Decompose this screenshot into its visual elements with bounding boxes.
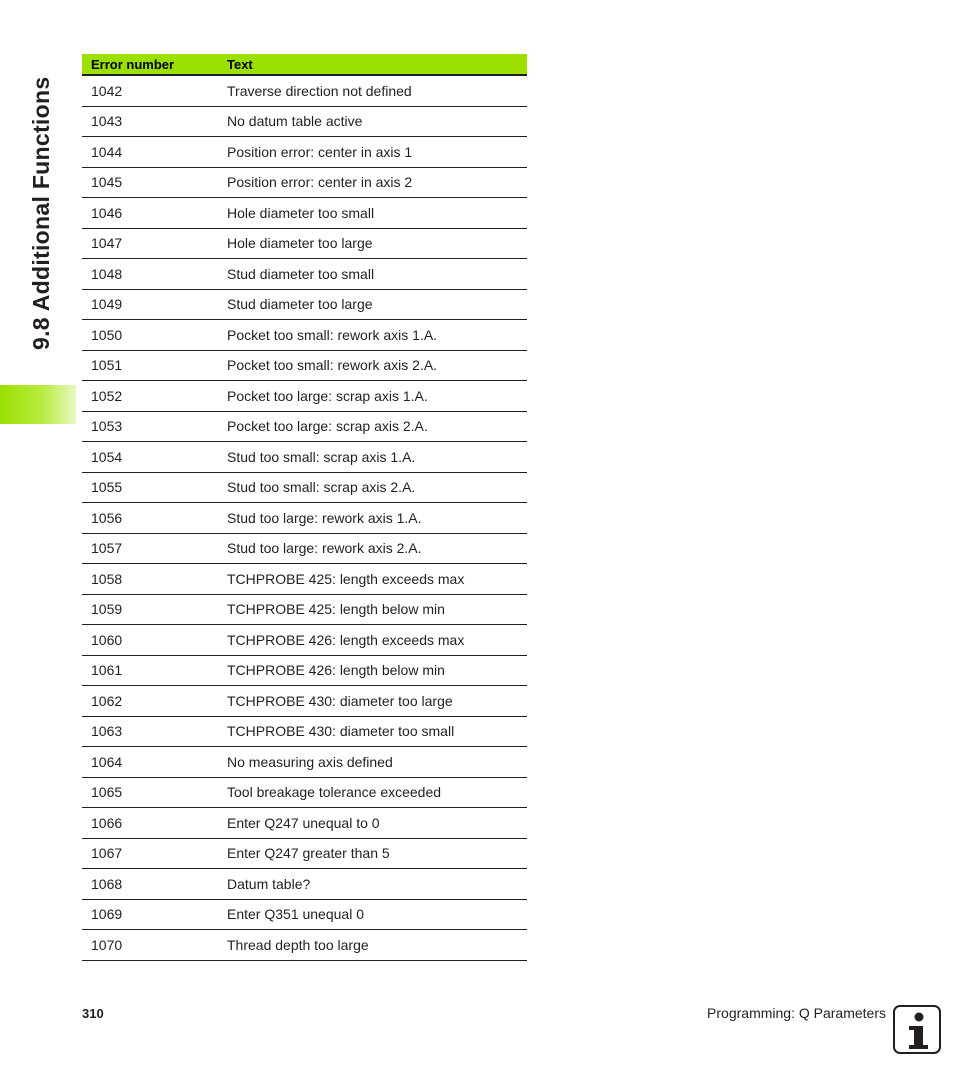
- table-row: [82, 777, 527, 808]
- error-table: [82, 54, 527, 961]
- error-number-cell: 1067: [82, 838, 218, 869]
- table-row: [82, 686, 527, 717]
- error-number-cell: 1070: [82, 930, 218, 961]
- error-text-cell: TCHPROBE 426: length below min: [218, 655, 527, 686]
- table-row: [82, 381, 527, 412]
- error-number-cell: 1044: [82, 137, 218, 168]
- section-title: 9.8 Additional Functions: [28, 76, 54, 350]
- error-number-cell: 1069: [82, 899, 218, 930]
- error-text-cell: No measuring axis defined: [218, 747, 527, 778]
- error-number-cell: 1050: [82, 320, 218, 351]
- error-number-cell: 1064: [82, 747, 218, 778]
- table-row: [82, 106, 527, 137]
- error-number-cell: 1062: [82, 686, 218, 717]
- table-row: [82, 747, 527, 778]
- error-number-cell: 1060: [82, 625, 218, 656]
- error-number-cell: 1057: [82, 533, 218, 564]
- table-row: [82, 259, 527, 290]
- error-text-cell: Hole diameter too small: [218, 198, 527, 229]
- table-row: [82, 808, 527, 839]
- table-row: [82, 411, 527, 442]
- error-text-cell: Position error: center in axis 2: [218, 167, 527, 198]
- error-number-cell: 1042: [82, 75, 218, 106]
- error-text-cell: Enter Q247 unequal to 0: [218, 808, 527, 839]
- column-header-error-number: Error number: [82, 54, 218, 75]
- error-number-cell: 1047: [82, 228, 218, 259]
- error-text-cell: TCHPROBE 426: length exceeds max: [218, 625, 527, 656]
- error-number-cell: 1065: [82, 777, 218, 808]
- error-text-cell: Pocket too large: scrap axis 2.A.: [218, 411, 527, 442]
- error-text-cell: TCHPROBE 430: diameter too large: [218, 686, 527, 717]
- table-row: [82, 564, 527, 595]
- error-text-cell: TCHPROBE 425: length below min: [218, 594, 527, 625]
- table-row: [82, 228, 527, 259]
- error-text-cell: Traverse direction not defined: [218, 75, 527, 106]
- error-text-cell: Thread depth too large: [218, 930, 527, 961]
- error-number-cell: 1053: [82, 411, 218, 442]
- error-text-cell: Stud diameter too small: [218, 259, 527, 290]
- error-text-cell: Enter Q247 greater than 5: [218, 838, 527, 869]
- table-row: [82, 472, 527, 503]
- error-text-cell: No datum table active: [218, 106, 527, 137]
- error-text-cell: Stud too large: rework axis 2.A.: [218, 533, 527, 564]
- error-number-cell: 1068: [82, 869, 218, 900]
- chapter-title: Programming: Q Parameters: [707, 1005, 886, 1021]
- error-number-cell: 1063: [82, 716, 218, 747]
- table-row: [82, 716, 527, 747]
- error-number-cell: 1055: [82, 472, 218, 503]
- info-icon: [893, 1005, 941, 1054]
- column-header-text: Text: [218, 54, 527, 75]
- error-number-cell: 1054: [82, 442, 218, 473]
- error-text-cell: Datum table?: [218, 869, 527, 900]
- table-row: [82, 442, 527, 473]
- error-text-cell: Hole diameter too large: [218, 228, 527, 259]
- table-row: [82, 533, 527, 564]
- table-row: [82, 838, 527, 869]
- info-glyph: [895, 1007, 939, 1052]
- error-number-cell: 1046: [82, 198, 218, 229]
- error-text-cell: Stud too small: scrap axis 2.A.: [218, 472, 527, 503]
- error-number-cell: 1061: [82, 655, 218, 686]
- error-number-cell: 1043: [82, 106, 218, 137]
- table-row: [82, 320, 527, 351]
- table-row: [82, 289, 527, 320]
- error-number-cell: 1059: [82, 594, 218, 625]
- error-number-cell: 1048: [82, 259, 218, 290]
- table-row: [82, 350, 527, 381]
- table-row: [82, 75, 527, 106]
- table-header-row: [82, 54, 527, 75]
- error-text-cell: Stud too small: scrap axis 1.A.: [218, 442, 527, 473]
- error-number-cell: 1051: [82, 350, 218, 381]
- error-text-cell: Stud too large: rework axis 1.A.: [218, 503, 527, 534]
- error-text-cell: Pocket too large: scrap axis 1.A.: [218, 381, 527, 412]
- error-text-cell: Pocket too small: rework axis 1.A.: [218, 320, 527, 351]
- page-number: 310: [82, 1006, 104, 1021]
- error-number-cell: 1056: [82, 503, 218, 534]
- error-text-cell: Tool breakage tolerance exceeded: [218, 777, 527, 808]
- table-row: [82, 503, 527, 534]
- table-row: [82, 137, 527, 168]
- error-text-cell: Pocket too small: rework axis 2.A.: [218, 350, 527, 381]
- table-row: [82, 655, 527, 686]
- error-text-cell: TCHPROBE 425: length exceeds max: [218, 564, 527, 595]
- error-text-cell: Stud diameter too large: [218, 289, 527, 320]
- table-row: [82, 869, 527, 900]
- section-tab-marker: [0, 385, 76, 424]
- table-row: [82, 899, 527, 930]
- error-number-cell: 1052: [82, 381, 218, 412]
- error-text-cell: Enter Q351 unequal 0: [218, 899, 527, 930]
- error-number-cell: 1058: [82, 564, 218, 595]
- error-number-cell: 1066: [82, 808, 218, 839]
- error-text-cell: Position error: center in axis 1: [218, 137, 527, 168]
- error-text-cell: TCHPROBE 430: diameter too small: [218, 716, 527, 747]
- error-number-cell: 1045: [82, 167, 218, 198]
- table-row: [82, 594, 527, 625]
- table-row: [82, 198, 527, 229]
- table-row: [82, 167, 527, 198]
- error-number-cell: 1049: [82, 289, 218, 320]
- table-row: [82, 930, 527, 961]
- table-row: [82, 625, 527, 656]
